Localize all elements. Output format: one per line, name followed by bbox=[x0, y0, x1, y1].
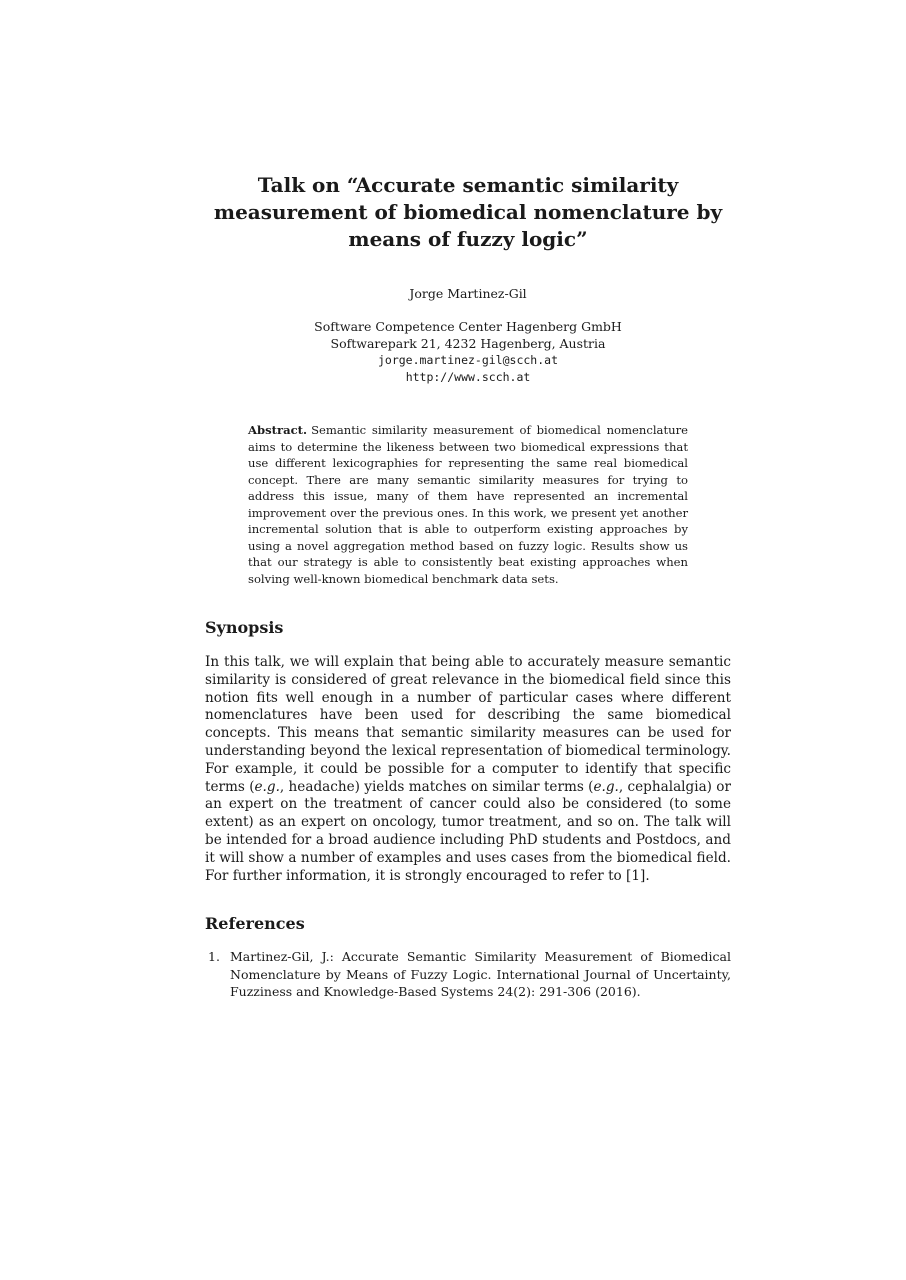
synopsis-heading: Synopsis bbox=[205, 618, 284, 637]
synopsis-text-part-3: , cephalalgia) or an expert on the treatment of cancer could also be considered (to some extent) as an expert on oncology, tumor treatment, and so on. The talk will be intended for a broad audience including PhD students and Postdocs, and it will show a number of examples and uses cases from the biomedical field. For further information, it is strongly encouraged to refer to [1]. bbox=[205, 778, 731, 884]
references-heading: References bbox=[205, 914, 305, 933]
affiliation-block bbox=[205, 318, 731, 386]
organization-url[interactable]: http://www.scch.at bbox=[405, 370, 531, 384]
synopsis-eg-1: e.g. bbox=[254, 778, 280, 795]
reference-item bbox=[205, 948, 731, 1001]
abstract-label: Abstract. bbox=[248, 423, 308, 437]
affiliation-address: Softwarepark 21, 4232 Hagenberg, Austria bbox=[330, 336, 606, 351]
reference-text: Martinez-Gil, J.: Accurate Semantic Similarity Measurement of Biomedical Nomenclature by Means of Fuzzy Logic. International Journal of Uncertainty, Fuzziness and Knowledge-Based Systems 24(2): 291-306 (2016). bbox=[230, 949, 731, 999]
paper-title: Talk on “Accurate semantic similarity measurement of biomedical nomenclature by means of fuzzy logic” bbox=[213, 173, 723, 251]
reference-number: 1. bbox=[208, 949, 220, 964]
synopsis-text-part-2: , headache) yields matches on similar terms ( bbox=[279, 778, 594, 795]
reference-list bbox=[205, 948, 731, 1001]
abstract-text: Semantic similarity measurement of biomedical nomenclature aims to determine the likeness between two biomedical expressions that use different lexicographies for representing the same real biomedical concept. There are many semantic similarity measures for trying to address this issue, many of them have represented an incremental improvement over the previous ones. In this work, we present yet another incremental solution that is able to outperform existing approaches by using a novel aggregation method based on fuzzy logic. Results show us that our strategy is able to consistently beat existing approaches when solving well-known biomedical benchmark data sets. bbox=[248, 423, 688, 586]
author-email[interactable]: jorge.martinez-gil@scch.at bbox=[377, 353, 558, 367]
synopsis-eg-2: e.g. bbox=[593, 778, 619, 795]
author-name: Jorge Martinez-Gil bbox=[409, 286, 527, 301]
affiliation-organization: Software Competence Center Hagenberg GmbH bbox=[314, 319, 622, 334]
synopsis-text-part-1: In this talk, we will explain that being able to accurately measure semantic similarity is considered of great relevance in the biomedical field since this notion fits well enough in a number of particular cases where different nomenclatures have been used for describing the same biomedical concepts. This means that semantic similarity measures can be used for understanding beyond the lexical representation of biomedical terminology. For example, it could be possible for a computer to identify that specific terms ( bbox=[205, 654, 731, 795]
synopsis-paragraph bbox=[205, 654, 731, 885]
abstract bbox=[248, 422, 688, 587]
